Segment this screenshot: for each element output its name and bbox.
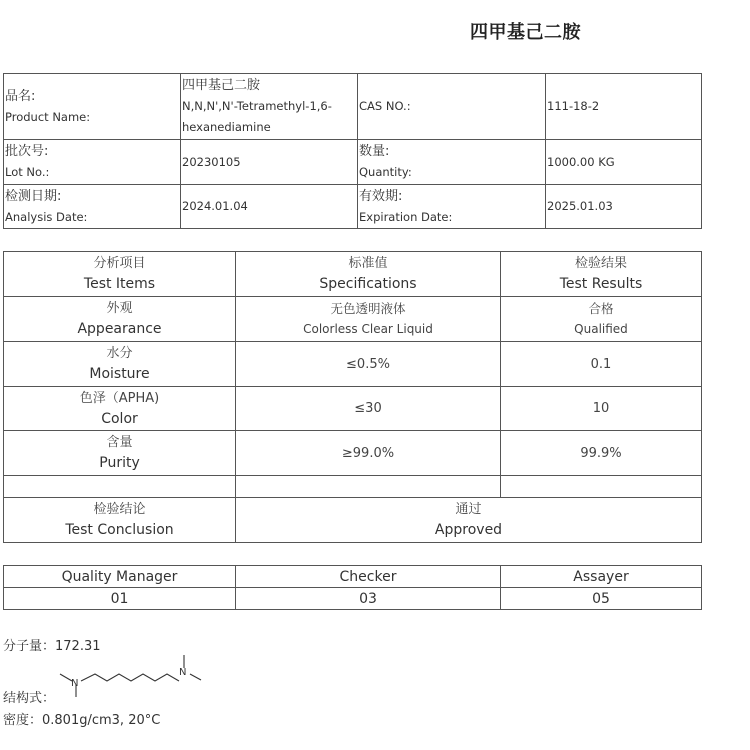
product-name-cn: 四甲基己二胺 <box>182 78 261 93</box>
lot-row <box>4 140 702 185</box>
cas-value: 111-18-2 <box>546 74 702 140</box>
header-test-items-cn: 分析项目 <box>93 256 146 271</box>
signature-table <box>3 565 702 610</box>
analysis-date-label-en: Analysis Date: <box>5 209 88 224</box>
spec-moisture: ≤0.5% <box>236 342 501 387</box>
result-purity: 99.9% <box>501 431 702 476</box>
header-test-items <box>4 252 236 297</box>
assayer-header: Assayer <box>501 566 702 588</box>
conclusion-value <box>236 498 702 543</box>
product-name-value <box>181 74 358 140</box>
item-moisture <box>4 342 236 387</box>
spec-purity: ≥99.0% <box>236 431 501 476</box>
assayer-value: 05 <box>501 588 702 610</box>
product-info-table <box>3 73 702 229</box>
molecular-weight: 分子量：172.31 <box>3 639 101 654</box>
item-appearance-en: Appearance <box>77 321 162 337</box>
density: 密度：0.801g/cm3, 20°C <box>3 713 161 728</box>
document-title: 四甲基己二胺 <box>470 22 581 43</box>
quantity-label-cn: 数量: <box>359 144 390 159</box>
structure-label: 结构式： <box>3 691 56 706</box>
product-name-label-en: Product Name: <box>5 109 91 124</box>
lot-label-en: Lot No.: <box>5 165 50 179</box>
checker-header: Checker <box>236 566 501 588</box>
empty-cell <box>501 476 702 498</box>
analysis-date-value: 2024.01.04 <box>181 185 358 229</box>
spec-appearance <box>236 297 501 342</box>
lot-value: 20230105 <box>181 140 358 185</box>
header-test-results <box>501 252 702 297</box>
product-name-row <box>4 74 702 140</box>
result-moisture: 0.1 <box>501 342 702 387</box>
header-test-results-cn: 检验结果 <box>574 256 627 271</box>
header-specifications-en: Specifications <box>319 276 417 292</box>
expiry-date-label-cn: 有效期: <box>359 188 403 204</box>
nitrogen-atom-left: N <box>71 678 79 689</box>
item-purity <box>4 431 236 476</box>
checker-value: 03 <box>236 588 501 610</box>
specification-table <box>3 251 702 543</box>
spec-appearance-cn: 无色透明液体 <box>330 301 406 316</box>
item-moisture-cn: 水分 <box>106 346 133 361</box>
header-specifications-cn: 标准值 <box>348 256 388 271</box>
item-appearance-cn: 外观 <box>106 301 133 316</box>
expiry-date-label <box>358 185 546 229</box>
quantity-label <box>358 140 546 185</box>
cas-label: CAS NO.: <box>358 74 546 140</box>
item-appearance <box>4 297 236 342</box>
nitrogen-atom-right: N <box>179 667 187 678</box>
quantity-value: 1000.00 KG <box>546 140 702 185</box>
table-row-empty <box>4 476 702 498</box>
table-row-purity <box>4 431 702 476</box>
spec-appearance-en: Colorless Clear Liquid <box>303 322 433 336</box>
bond-chain <box>81 674 179 681</box>
date-row <box>4 185 702 229</box>
quality-manager-value: 01 <box>4 588 236 610</box>
table-row-appearance <box>4 297 702 342</box>
structure-diagram <box>55 652 205 700</box>
product-name-en-1: N,N,N',N'-Tetramethyl-1,6- <box>182 99 332 113</box>
quality-manager-header: Quality Manager <box>4 566 236 588</box>
bond <box>190 674 201 680</box>
header-test-items-en: Test Items <box>83 276 156 292</box>
table-row-conclusion <box>4 498 702 543</box>
item-color-en: Color <box>101 410 138 427</box>
empty-cell <box>236 476 501 498</box>
table-row-color <box>4 387 702 431</box>
analysis-date-label-cn: 检测日期: <box>5 188 62 204</box>
item-moisture-en: Moisture <box>89 366 150 382</box>
result-appearance-en: Qualified <box>574 322 628 336</box>
item-color-cn: 色泽（APHA) <box>79 390 160 406</box>
result-appearance-cn: 合格 <box>588 301 614 316</box>
product-name-en-2: hexanediamine <box>182 120 271 134</box>
conclusion-label-en: Test Conclusion <box>65 522 174 538</box>
product-name-label-cn: 品名: <box>5 88 36 104</box>
spec-color: ≤30 <box>236 387 501 431</box>
lot-label-cn: 批次号: <box>5 144 49 159</box>
lot-label <box>4 140 181 185</box>
result-color: 10 <box>501 387 702 431</box>
header-test-results-en: Test Results <box>559 276 643 292</box>
product-name-label <box>4 74 181 140</box>
expiry-date-label-en: Expiration Date: <box>359 209 453 224</box>
item-purity-cn: 含量 <box>106 435 133 450</box>
quantity-label-en: Quantity: <box>359 165 412 179</box>
signature-header-row <box>4 566 702 588</box>
item-purity-en: Purity <box>99 455 140 471</box>
conclusion-value-cn: 通过 <box>455 502 482 517</box>
conclusion-label <box>4 498 236 543</box>
header-specifications <box>236 252 501 297</box>
analysis-date-label <box>4 185 181 229</box>
empty-cell <box>4 476 236 498</box>
conclusion-value-en: Approved <box>434 522 503 538</box>
item-color <box>4 387 236 431</box>
result-appearance <box>501 297 702 342</box>
conclusion-label-cn: 检验结论 <box>93 502 146 517</box>
spec-header-row <box>4 252 702 297</box>
expiry-date-value: 2025.01.03 <box>546 185 702 229</box>
table-row-moisture <box>4 342 702 387</box>
signature-value-row <box>4 588 702 610</box>
